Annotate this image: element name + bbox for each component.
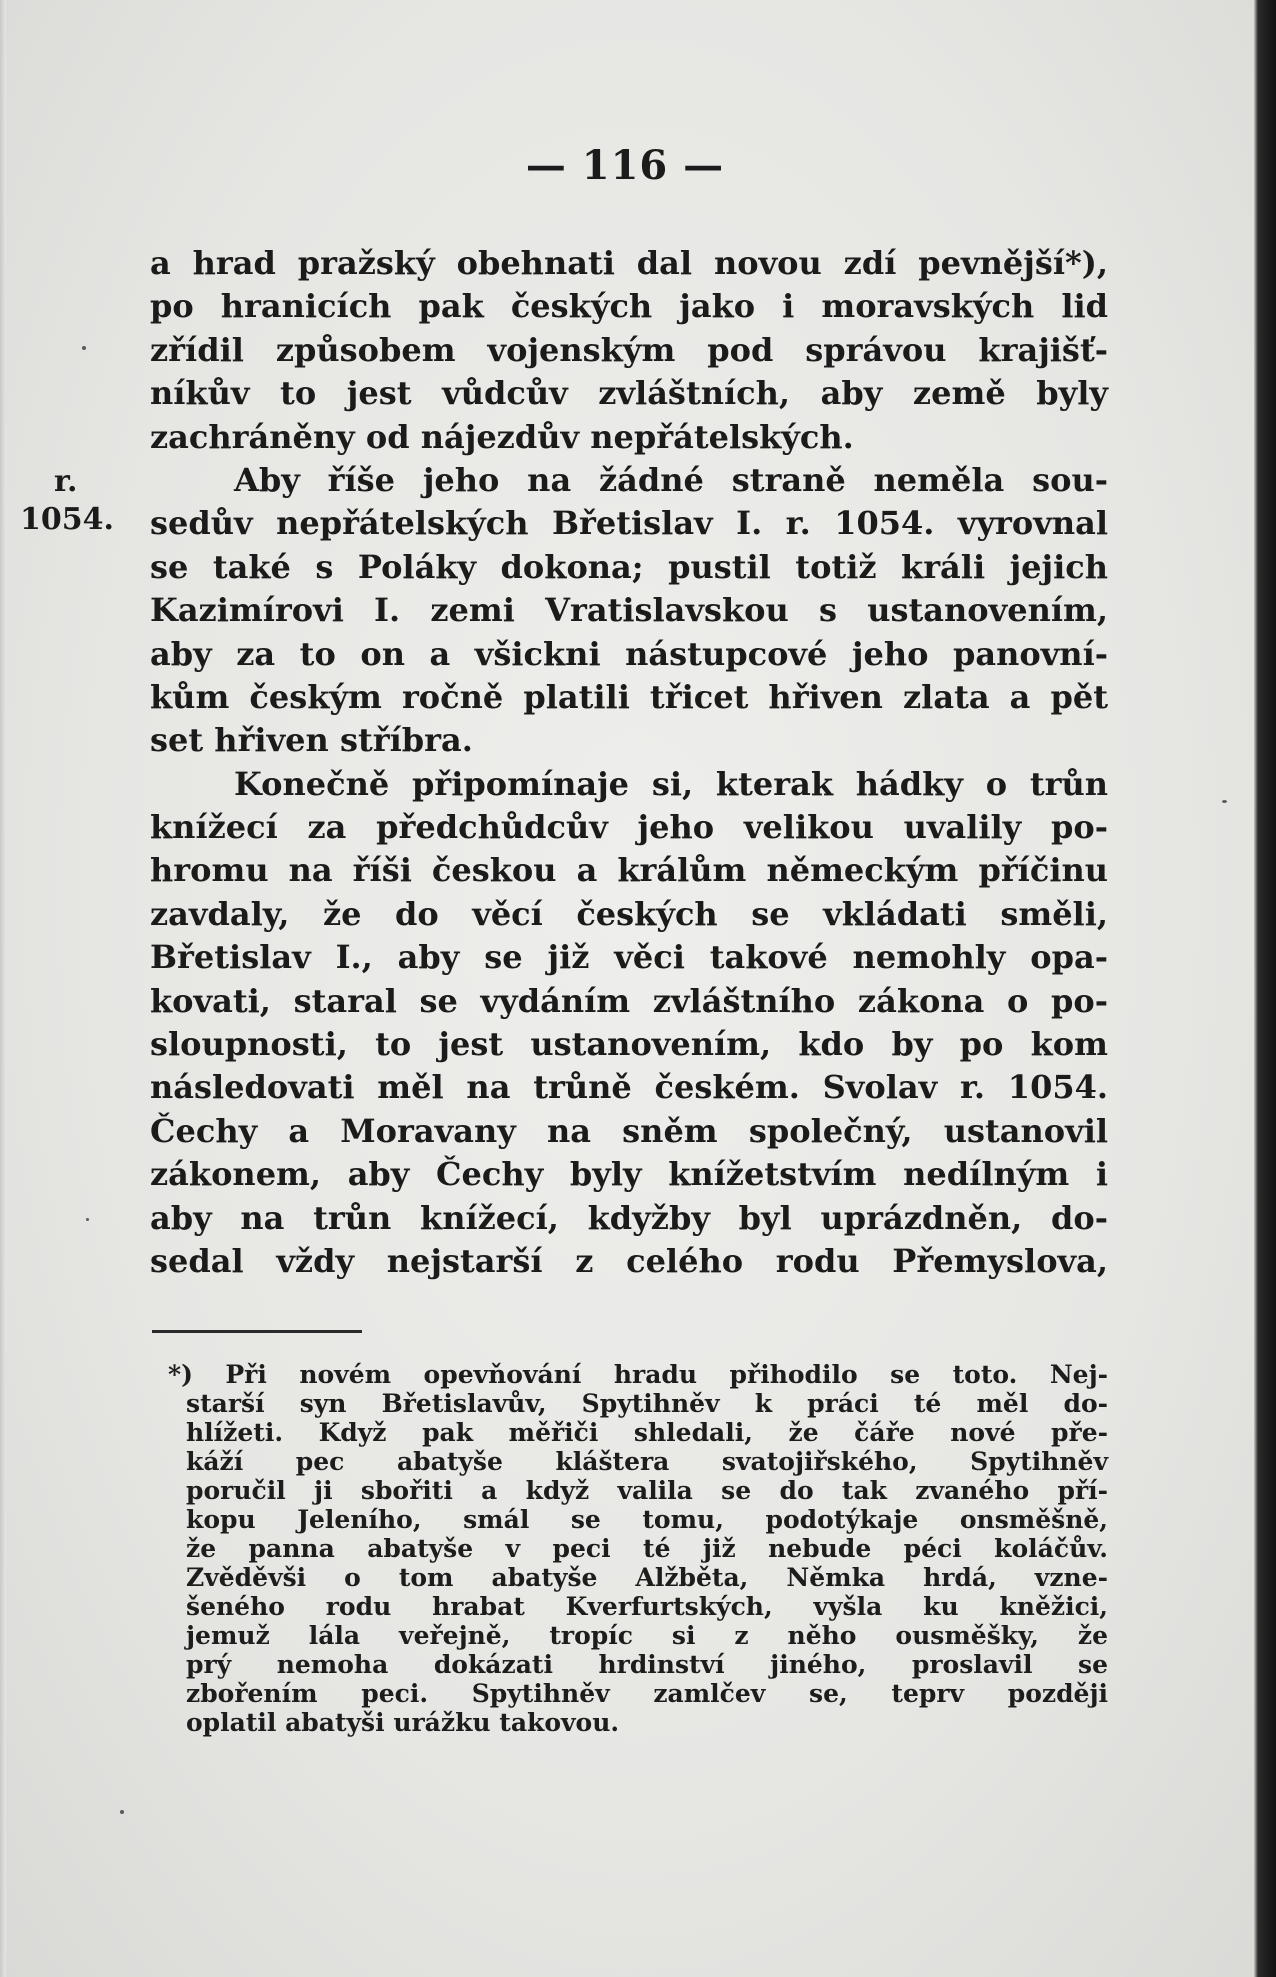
text-line: kům českým ročně platili třicet hřiven zlata a pět xyxy=(150,677,1108,716)
footnote-line: poručil ji sbořiti a když valila se do tak zvaného pří- xyxy=(186,1476,1108,1505)
paper-speck xyxy=(86,1218,89,1221)
text-line: hromu na říši českou a králům německým příčinu xyxy=(150,851,1108,890)
footnote-line: že panna abatyše v peci té již nebude péci koláčův. xyxy=(186,1534,1108,1563)
margin-note-year-prefix: r. xyxy=(54,464,78,499)
text-line: následovati měl na trůně českém. Svolav r. 1054. xyxy=(150,1068,1108,1107)
footnote-line: Zvěděvši o tom abatyše Alžběta, Němka hrdá, vzne- xyxy=(186,1563,1108,1592)
footnote-line: hlížeti. Když pak měřiči shledali, že čáře nové pře- xyxy=(186,1418,1108,1447)
footnote-line: jemuž lála veřejně, tropíc si z něho ousměšky, že xyxy=(186,1621,1108,1650)
text-line: níkův to jest vůdcův zvláštních, aby země byly xyxy=(150,374,1108,413)
text-line: Břetislav I., aby se již věci takové nemohly opa- xyxy=(150,938,1108,977)
text-line: po hranicích pak českých jako i moravských lid xyxy=(150,287,1108,326)
footnote-line: oplatil abatyši urážku takovou. xyxy=(186,1708,620,1737)
text-line: a hrad pražský obehnati dal novou zdí pevnější*), xyxy=(150,244,1108,282)
main-body-text xyxy=(150,242,1108,1283)
page-left-edge xyxy=(0,0,6,1977)
text-line: kovati, staral se vydáním zvláštního zákona o po- xyxy=(150,981,1108,1020)
paper-speck xyxy=(82,346,86,350)
text-line: sedal vždy nejstarší z celého rodu Přemyslova, xyxy=(150,1241,1108,1280)
page-binding-edge xyxy=(1254,0,1276,1977)
text-line: aby za to on a všickni nástupcové jeho panovní- xyxy=(150,634,1108,673)
footnote-line: kopu Jeleního, smál se tomu, podotýkaje onsměšně, xyxy=(186,1505,1108,1534)
text-line: Konečně připomínaje si, kterak hádky o trůn xyxy=(234,764,1108,803)
page-number: — 116 — xyxy=(525,142,725,189)
text-line: Kazimírovi I. zemi Vratislavskou s ustanovením, xyxy=(150,591,1108,630)
paper-speck xyxy=(1222,800,1227,803)
text-line: knížecí za předchůdcův jeho velikou uvalily po- xyxy=(150,808,1108,847)
text-line: zřídil způsobem vojenským pod správou krajišť- xyxy=(150,330,1108,369)
text-line: Čechy a Moravany na sněm společný, ustanovil xyxy=(150,1111,1108,1150)
footnote-text xyxy=(168,1360,1108,1737)
footnote-line: zbořením peci. Spytihněv zamlčev se, teprv později xyxy=(186,1679,1108,1708)
text-line: set hřiven stříbra. xyxy=(150,721,473,760)
text-line: aby na trůn knížecí, kdyžby byl uprázdněn, do- xyxy=(150,1198,1108,1237)
text-line: Aby říše jeho na žádné straně neměla sou- xyxy=(234,460,1108,499)
text-line: zákonem, aby Čechy byly knížetstvím nedílným i xyxy=(150,1155,1108,1194)
text-line: zavdaly, že do věcí českých se vkládati směli, xyxy=(150,894,1108,933)
footnote-line: káží pec abatyše kláštera svatojiřského, Spytihněv xyxy=(186,1447,1108,1476)
text-line: zachráněny od nájezdův nepřátelských. xyxy=(150,417,854,456)
footnote-line: prý nemoha dokázati hrdinství jiného, proslavil se xyxy=(186,1650,1108,1679)
footnote-divider xyxy=(152,1330,362,1333)
paper-speck xyxy=(120,1810,124,1814)
footnote-line: starší syn Břetislavův, Spytihněv k práci té měl do- xyxy=(186,1389,1108,1418)
text-line: se také s Poláky dokona; pustil totiž králi jejich xyxy=(150,547,1108,586)
footnote-line: šeného rodu hrabat Kverfurtských, vyšla ku kněžici, xyxy=(186,1592,1108,1621)
text-line: sloupnosti, to jest ustanovením, kdo by po kom xyxy=(150,1025,1108,1064)
margin-note-year: 1054. xyxy=(20,502,114,537)
footnote-line: *) Při novém opevňování hradu přihodilo se toto. Nej- xyxy=(168,1360,1108,1389)
text-line: sedův nepřátelských Břetislav I. r. 1054. vyrovnal xyxy=(150,504,1108,543)
